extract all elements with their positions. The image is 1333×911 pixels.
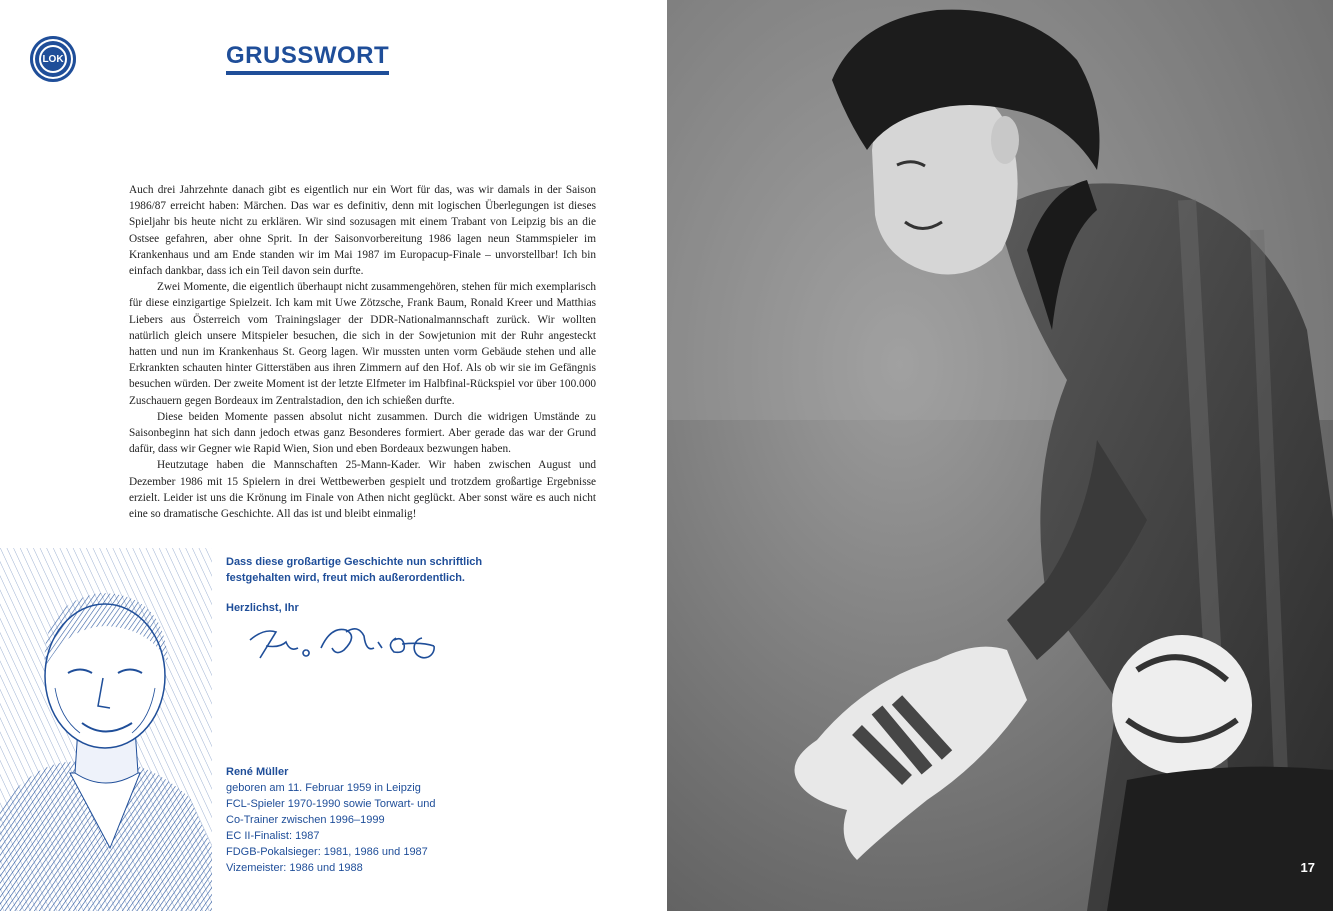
bio-line: FDGB-Pokalsieger: 1981, 1986 und 1987: [226, 846, 428, 858]
author-portrait-illustration: [0, 548, 212, 911]
bio-line: FCL-Spieler 1970-1990 sowie Torwart- und: [226, 798, 436, 810]
author-bio: [226, 764, 486, 876]
bio-line: EC II-Finalist: 1987: [226, 830, 320, 842]
bio-line: geboren am 11. Februar 1959 in Leipzig: [226, 782, 421, 794]
club-logo: [30, 36, 76, 82]
foreword-text: [129, 182, 596, 522]
paragraph: Diese beiden Momente passen absolut nicht zusammen. Durch die widrigen Umstände zu Saisonbeginn hat sich dann jedoch etwas ganz Besonderes formiert. Aber gerade das war der Grund dafür, dass wir Gegner wie Rapid Wien, Sion und eben Bordeaux bezwungen haben.: [129, 410, 596, 456]
greeting: Herzlichst, Ihr: [226, 602, 299, 614]
page-title: GRUSSWORT: [226, 42, 389, 75]
bio-line: Co-Trainer zwischen 1996–1999: [226, 814, 385, 826]
paragraph: Heutzutage haben die Mannschaften 25-Mann-Kader. Wir haben zwischen August und Dezember 1986 mit 15 Spielern in drei Wettbewerben gespielt und trotzdem großartige Ergebnisse erzielt. Leider ist uns die Krönung im Finale von Athen nicht geglückt. Aber sonst wäre es auch nicht eine so dramatische Geschichte. All das ist und bleibt einmalig!: [129, 459, 596, 521]
paragraph: Auch drei Jahrzehnte danach gibt es eigentlich nur ein Wort für das, was wir damals in der Saison 1986/87 erreicht haben: Märchen. Das war es definitiv, denn mit logischen Überlegungen ist dieses Spieljahr bis heute nicht zu erklären. Wir sind sozusagen mit einem Trabant von Leipzig bis an die Ostsee gefahren, aber ohne Sprit. In der Saisonvorbereitung 1986 lagen neun Stammspieler im Krankenhaus und am Ende standen wir im Mai 1987 im Europacup-Finale – unvorstellbar! Ich bin einfach dankbar, dass ich ein Teil davon sein durfte.: [129, 184, 596, 278]
paragraph: Zwei Momente, die eigentlich überhaupt nicht zusammengehören, stehen für mich exemplarisch für diese einzigartige Spielzeit. Ich kam mit Uwe Zötzsche, Frank Baum, Ronald Kreer und Matthias Liebers aus Österreich vom Trainingslager der DDR-Nationalmannschaft zurück. Wir wollten natürlich gleich unsere Mitspieler besuchen, die sich in der Sowjetunion mit der Ruhr angesteckt hatten und nun im Krankenhaus St. Georg lagen. Wir mussten unten vorm Gebäude stehen und alle Erkrankten schauten hinter Gitterstäben aus ihren Zimmern auf den Hof. Als ob wir sie im Gefängnis besuchen würden. Der zweite Moment ist der letzte Elfmeter im Halbfinal-Rückspiel vor über 100.000 Zuschauern gegen Bordeaux im Zentralstadion, den ich schießen durfte.: [129, 281, 596, 407]
author-name: René Müller: [226, 766, 289, 778]
bio-line: Vizemeister: 1986 und 1988: [226, 862, 363, 874]
handwritten-signature: [246, 618, 442, 668]
page-number: 17: [1300, 860, 1315, 875]
goalkeeper-photo: [667, 0, 1333, 911]
closing-statement: Dass diese großartige Geschichte nun schriftlich festgehalten wird, freut mich außerordentlich.: [226, 556, 483, 584]
club-logo-emblem: LOK: [39, 45, 67, 73]
